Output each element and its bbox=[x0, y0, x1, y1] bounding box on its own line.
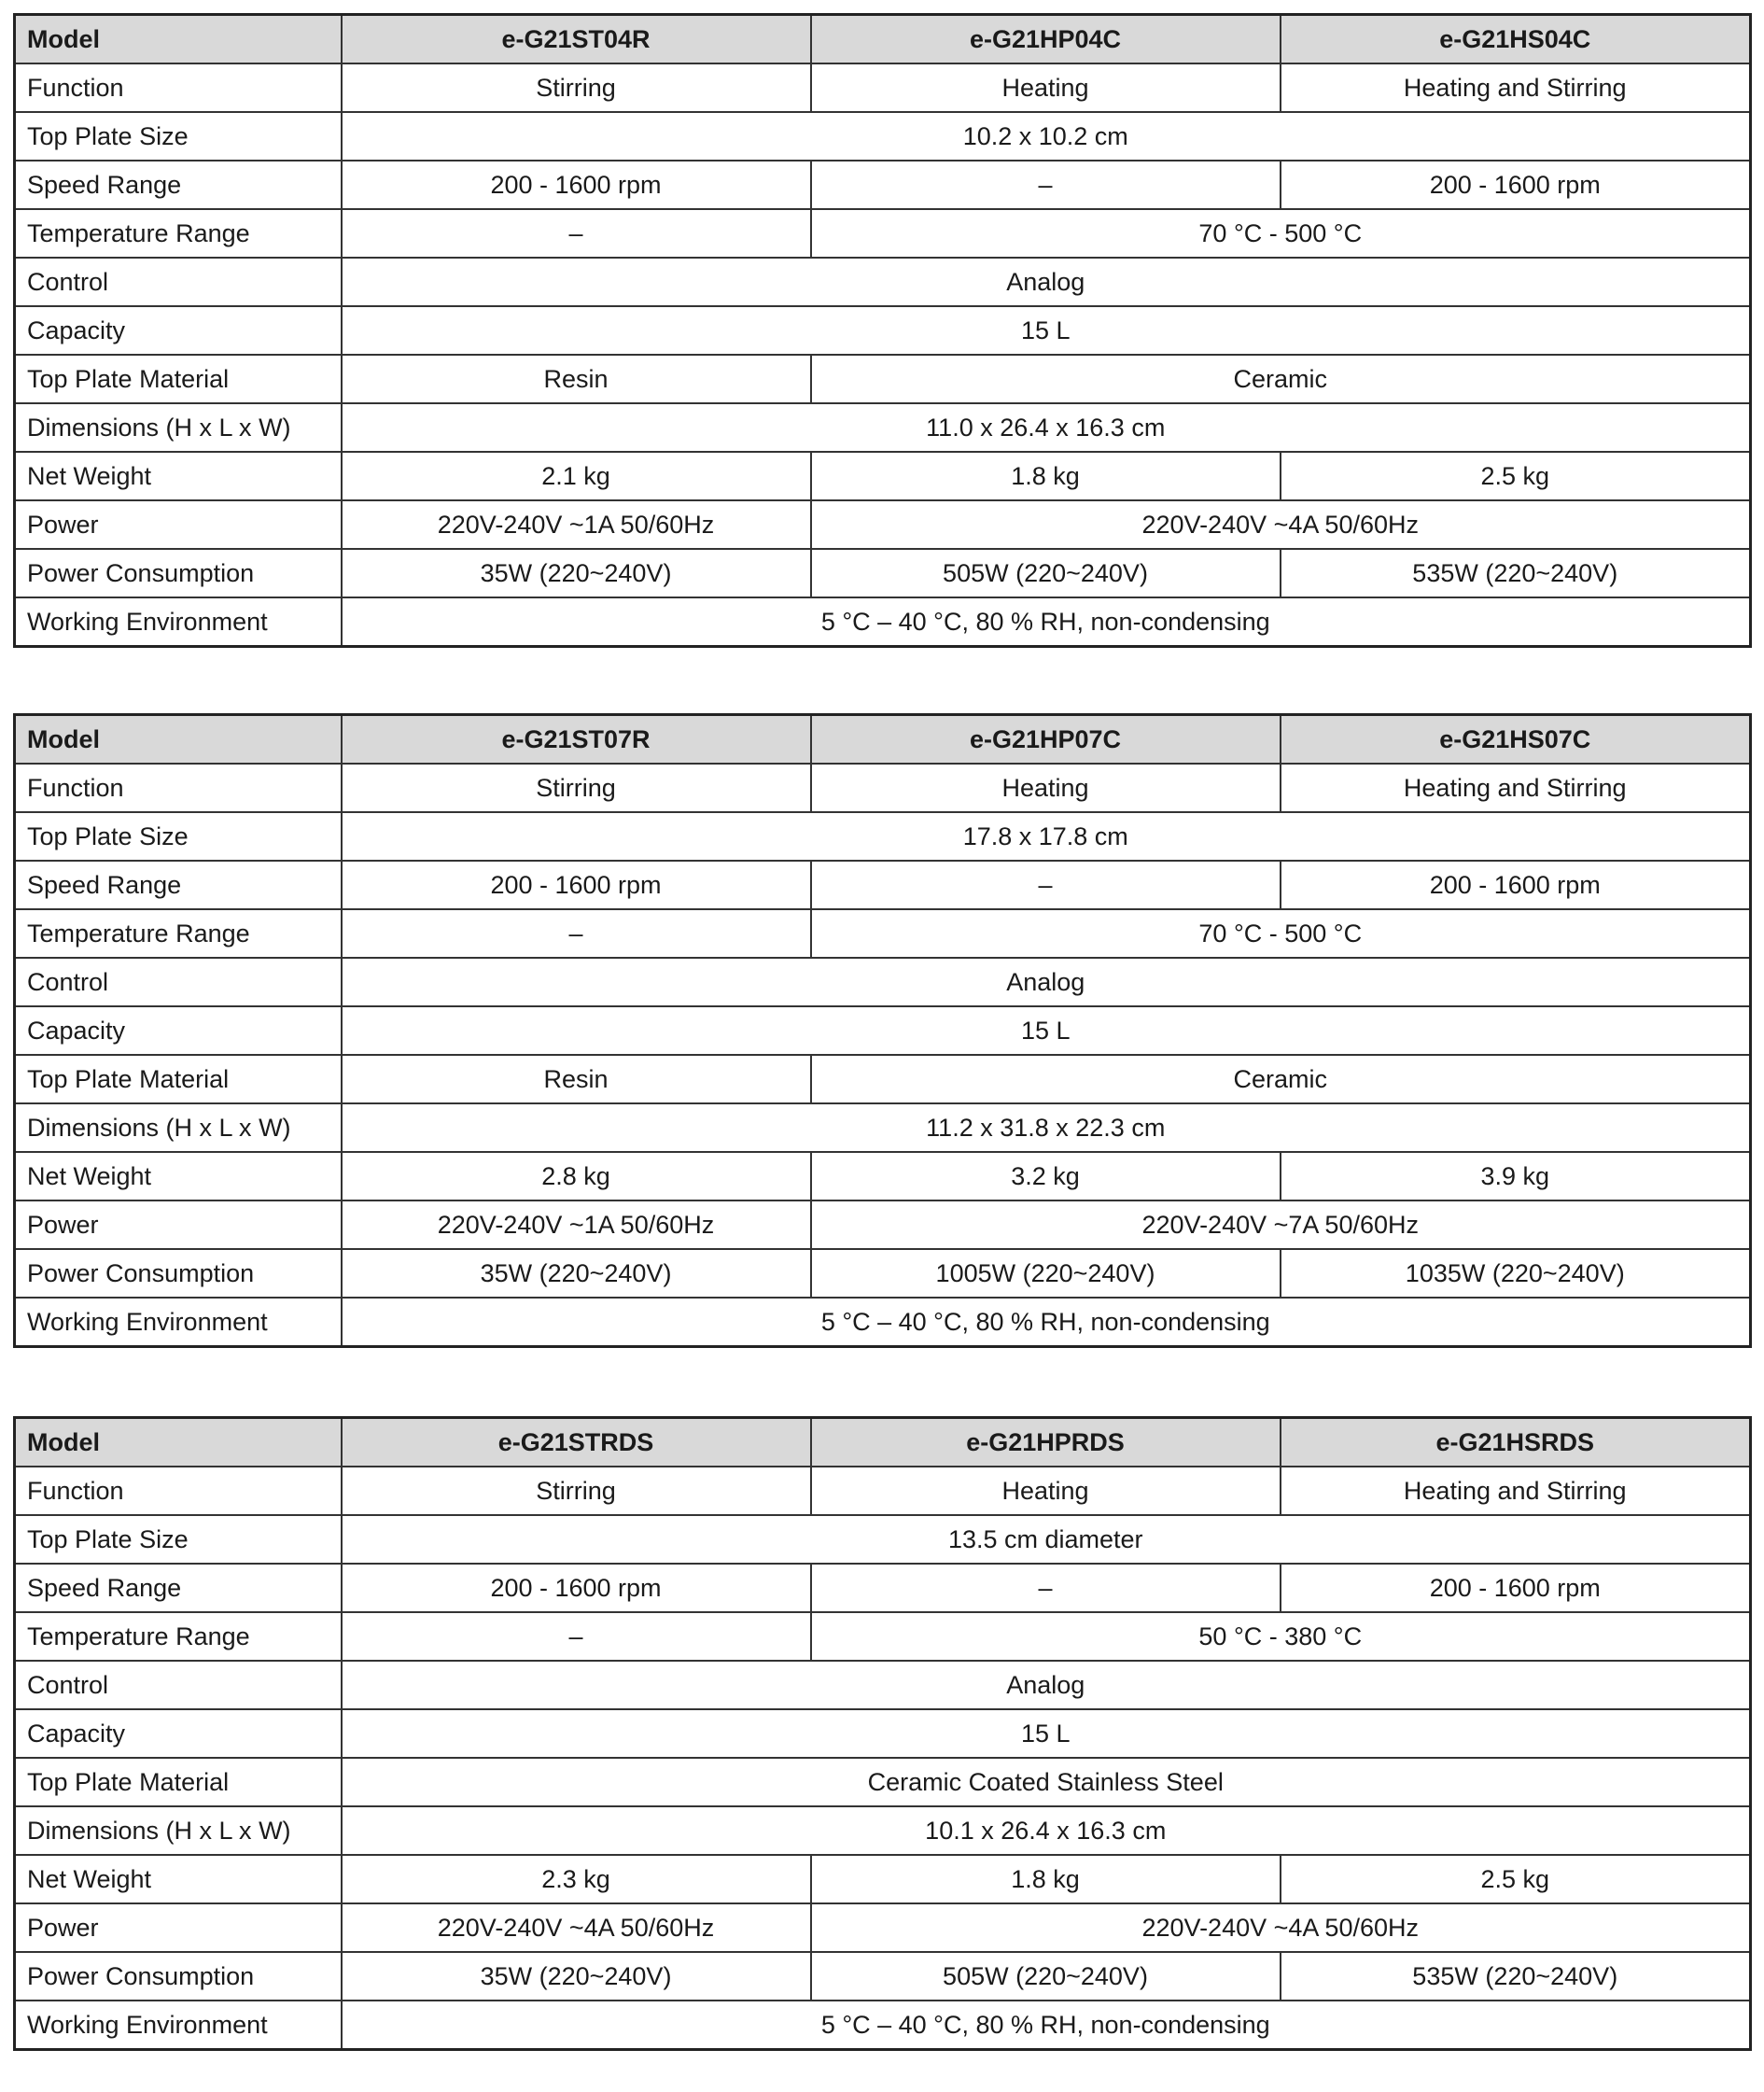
net-weight-cell: 3.9 kg bbox=[1281, 1152, 1751, 1200]
speed-range-cell: – bbox=[811, 161, 1281, 209]
row-label-power: Power bbox=[15, 1200, 342, 1249]
row-label-power-consumption: Power Consumption bbox=[15, 549, 342, 597]
model-cell: e-G21HPRDS bbox=[811, 1418, 1281, 1467]
row-label-speed-range: Speed Range bbox=[15, 161, 342, 209]
control-cell: Analog bbox=[342, 958, 1751, 1006]
net-weight-cell: 2.5 kg bbox=[1281, 452, 1751, 500]
row-label-top-plate-material: Top Plate Material bbox=[15, 1758, 342, 1806]
power-consumption-cell: 35W (220~240V) bbox=[342, 549, 811, 597]
table-row-top-plate-material bbox=[15, 1758, 1751, 1806]
row-label-function: Function bbox=[15, 764, 342, 812]
row-label-capacity: Capacity bbox=[15, 1709, 342, 1758]
row-label-control: Control bbox=[15, 958, 342, 1006]
table-row-control bbox=[15, 1661, 1751, 1709]
power-cell: 220V-240V ~4A 50/60Hz bbox=[811, 1903, 1751, 1952]
table-row-working-environment bbox=[15, 597, 1751, 647]
function-cell: Heating and Stirring bbox=[1281, 63, 1751, 112]
row-label-temperature-range: Temperature Range bbox=[15, 1612, 342, 1661]
top-plate-material-cell: Ceramic Coated Stainless Steel bbox=[342, 1758, 1751, 1806]
top-plate-material-cell: Resin bbox=[342, 355, 811, 403]
function-cell: Heating bbox=[811, 63, 1281, 112]
function-cell: Stirring bbox=[342, 764, 811, 812]
row-label-capacity: Capacity bbox=[15, 1006, 342, 1055]
temperature-range-cell: 70 °C - 500 °C bbox=[811, 909, 1751, 958]
spec-table-2 bbox=[13, 713, 1752, 1348]
row-label-power-consumption: Power Consumption bbox=[15, 1249, 342, 1298]
net-weight-cell: 2.3 kg bbox=[342, 1855, 811, 1903]
row-label-temperature-range: Temperature Range bbox=[15, 209, 342, 258]
model-cell: e-G21HS07C bbox=[1281, 715, 1751, 765]
model-cell: e-G21HSRDS bbox=[1281, 1418, 1751, 1467]
table-row-dimensions bbox=[15, 1806, 1751, 1855]
table-row-model bbox=[15, 15, 1751, 64]
capacity-cell: 15 L bbox=[342, 306, 1751, 355]
table-row-power bbox=[15, 1200, 1751, 1249]
function-cell: Heating bbox=[811, 1467, 1281, 1515]
power-consumption-cell: 1005W (220~240V) bbox=[811, 1249, 1281, 1298]
net-weight-cell: 1.8 kg bbox=[811, 452, 1281, 500]
function-cell: Heating and Stirring bbox=[1281, 1467, 1751, 1515]
table-row-function bbox=[15, 1467, 1751, 1515]
row-label-speed-range: Speed Range bbox=[15, 861, 342, 909]
row-label-top-plate-size: Top Plate Size bbox=[15, 1515, 342, 1564]
power-cell: 220V-240V ~1A 50/60Hz bbox=[342, 500, 811, 549]
temperature-range-cell: 70 °C - 500 °C bbox=[811, 209, 1751, 258]
net-weight-cell: 1.8 kg bbox=[811, 1855, 1281, 1903]
speed-range-cell: 200 - 1600 rpm bbox=[1281, 861, 1751, 909]
row-label-temperature-range: Temperature Range bbox=[15, 909, 342, 958]
row-label-model: Model bbox=[15, 1418, 342, 1467]
speed-range-cell: 200 - 1600 rpm bbox=[342, 861, 811, 909]
net-weight-cell: 2.1 kg bbox=[342, 452, 811, 500]
table-row-power-consumption bbox=[15, 549, 1751, 597]
table-row-model bbox=[15, 1418, 1751, 1467]
table-row-temperature-range bbox=[15, 909, 1751, 958]
table-row-capacity bbox=[15, 1006, 1751, 1055]
row-label-power-consumption: Power Consumption bbox=[15, 1952, 342, 2001]
top-plate-material-cell: Ceramic bbox=[811, 355, 1751, 403]
control-cell: Analog bbox=[342, 1661, 1751, 1709]
working-environment-cell: 5 °C – 40 °C, 80 % RH, non-condensing bbox=[342, 1298, 1751, 1347]
table-row-control bbox=[15, 258, 1751, 306]
power-consumption-cell: 505W (220~240V) bbox=[811, 549, 1281, 597]
table-row-speed-range bbox=[15, 1564, 1751, 1612]
row-label-top-plate-size: Top Plate Size bbox=[15, 112, 342, 161]
row-label-dimensions: Dimensions (H x L x W) bbox=[15, 1103, 342, 1152]
speed-range-cell: 200 - 1600 rpm bbox=[1281, 1564, 1751, 1612]
control-cell: Analog bbox=[342, 258, 1751, 306]
table-row-net-weight bbox=[15, 1855, 1751, 1903]
function-cell: Heating and Stirring bbox=[1281, 764, 1751, 812]
row-label-speed-range: Speed Range bbox=[15, 1564, 342, 1612]
row-label-working-environment: Working Environment bbox=[15, 2001, 342, 2050]
power-cell: 220V-240V ~7A 50/60Hz bbox=[811, 1200, 1751, 1249]
table-row-top-plate-material bbox=[15, 1055, 1751, 1103]
model-cell: e-G21ST07R bbox=[342, 715, 811, 765]
table-row-power bbox=[15, 1903, 1751, 1952]
row-label-top-plate-material: Top Plate Material bbox=[15, 355, 342, 403]
top-plate-size-cell: 17.8 x 17.8 cm bbox=[342, 812, 1751, 861]
row-label-control: Control bbox=[15, 258, 342, 306]
row-label-top-plate-material: Top Plate Material bbox=[15, 1055, 342, 1103]
table-row-capacity bbox=[15, 306, 1751, 355]
row-label-top-plate-size: Top Plate Size bbox=[15, 812, 342, 861]
top-plate-material-cell: Resin bbox=[342, 1055, 811, 1103]
model-cell: e-G21ST04R bbox=[342, 15, 811, 64]
table-row-net-weight bbox=[15, 452, 1751, 500]
row-label-power: Power bbox=[15, 1903, 342, 1952]
row-label-dimensions: Dimensions (H x L x W) bbox=[15, 403, 342, 452]
row-label-function: Function bbox=[15, 63, 342, 112]
working-environment-cell: 5 °C – 40 °C, 80 % RH, non-condensing bbox=[342, 2001, 1751, 2050]
table-row-temperature-range bbox=[15, 209, 1751, 258]
table-row-function bbox=[15, 764, 1751, 812]
row-label-model: Model bbox=[15, 15, 342, 64]
row-label-dimensions: Dimensions (H x L x W) bbox=[15, 1806, 342, 1855]
row-label-model: Model bbox=[15, 715, 342, 765]
table-row-working-environment bbox=[15, 2001, 1751, 2050]
temperature-range-cell: – bbox=[342, 1612, 811, 1661]
row-label-net-weight: Net Weight bbox=[15, 1152, 342, 1200]
power-consumption-cell: 35W (220~240V) bbox=[342, 1952, 811, 2001]
dimensions-cell: 10.1 x 26.4 x 16.3 cm bbox=[342, 1806, 1751, 1855]
net-weight-cell: 3.2 kg bbox=[811, 1152, 1281, 1200]
row-label-working-environment: Working Environment bbox=[15, 597, 342, 647]
power-consumption-cell: 1035W (220~240V) bbox=[1281, 1249, 1751, 1298]
capacity-cell: 15 L bbox=[342, 1006, 1751, 1055]
dimensions-cell: 11.2 x 31.8 x 22.3 cm bbox=[342, 1103, 1751, 1152]
top-plate-size-cell: 13.5 cm diameter bbox=[342, 1515, 1751, 1564]
power-consumption-cell: 535W (220~240V) bbox=[1281, 1952, 1751, 2001]
table-row-power-consumption bbox=[15, 1249, 1751, 1298]
dimensions-cell: 11.0 x 26.4 x 16.3 cm bbox=[342, 403, 1751, 452]
table-row-top-plate-material bbox=[15, 355, 1751, 403]
speed-range-cell: 200 - 1600 rpm bbox=[342, 161, 811, 209]
model-cell: e-G21HP07C bbox=[811, 715, 1281, 765]
power-cell: 220V-240V ~1A 50/60Hz bbox=[342, 1200, 811, 1249]
model-cell: e-G21HP04C bbox=[811, 15, 1281, 64]
table-row-top-plate-size bbox=[15, 112, 1751, 161]
table-row-control bbox=[15, 958, 1751, 1006]
net-weight-cell: 2.8 kg bbox=[342, 1152, 811, 1200]
model-cell: e-G21HS04C bbox=[1281, 15, 1751, 64]
row-label-working-environment: Working Environment bbox=[15, 1298, 342, 1347]
power-consumption-cell: 505W (220~240V) bbox=[811, 1952, 1281, 2001]
speed-range-cell: – bbox=[811, 1564, 1281, 1612]
capacity-cell: 15 L bbox=[342, 1709, 1751, 1758]
table-row-temperature-range bbox=[15, 1612, 1751, 1661]
speed-range-cell: – bbox=[811, 861, 1281, 909]
function-cell: Stirring bbox=[342, 1467, 811, 1515]
table-row-capacity bbox=[15, 1709, 1751, 1758]
power-consumption-cell: 35W (220~240V) bbox=[342, 1249, 811, 1298]
table-row-dimensions bbox=[15, 1103, 1751, 1152]
table-row-speed-range bbox=[15, 861, 1751, 909]
function-cell: Heating bbox=[811, 764, 1281, 812]
top-plate-material-cell: Ceramic bbox=[811, 1055, 1751, 1103]
row-label-net-weight: Net Weight bbox=[15, 452, 342, 500]
row-label-control: Control bbox=[15, 1661, 342, 1709]
table-row-working-environment bbox=[15, 1298, 1751, 1347]
temperature-range-cell: 50 °C - 380 °C bbox=[811, 1612, 1751, 1661]
function-cell: Stirring bbox=[342, 63, 811, 112]
table-row-top-plate-size bbox=[15, 1515, 1751, 1564]
table-row-speed-range bbox=[15, 161, 1751, 209]
speed-range-cell: 200 - 1600 rpm bbox=[1281, 161, 1751, 209]
table-row-model bbox=[15, 715, 1751, 765]
table-row-dimensions bbox=[15, 403, 1751, 452]
table-row-power-consumption bbox=[15, 1952, 1751, 2001]
temperature-range-cell: – bbox=[342, 209, 811, 258]
power-cell: 220V-240V ~4A 50/60Hz bbox=[342, 1903, 811, 1952]
top-plate-size-cell: 10.2 x 10.2 cm bbox=[342, 112, 1751, 161]
row-label-net-weight: Net Weight bbox=[15, 1855, 342, 1903]
row-label-power: Power bbox=[15, 500, 342, 549]
spec-table-1 bbox=[13, 13, 1752, 648]
row-label-capacity: Capacity bbox=[15, 306, 342, 355]
net-weight-cell: 2.5 kg bbox=[1281, 1855, 1751, 1903]
row-label-function: Function bbox=[15, 1467, 342, 1515]
table-row-net-weight bbox=[15, 1152, 1751, 1200]
power-consumption-cell: 535W (220~240V) bbox=[1281, 549, 1751, 597]
working-environment-cell: 5 °C – 40 °C, 80 % RH, non-condensing bbox=[342, 597, 1751, 647]
table-row-power bbox=[15, 500, 1751, 549]
table-row-top-plate-size bbox=[15, 812, 1751, 861]
speed-range-cell: 200 - 1600 rpm bbox=[342, 1564, 811, 1612]
table-row-function bbox=[15, 63, 1751, 112]
temperature-range-cell: – bbox=[342, 909, 811, 958]
spec-table-3 bbox=[13, 1416, 1752, 2051]
power-cell: 220V-240V ~4A 50/60Hz bbox=[811, 500, 1751, 549]
model-cell: e-G21STRDS bbox=[342, 1418, 811, 1467]
